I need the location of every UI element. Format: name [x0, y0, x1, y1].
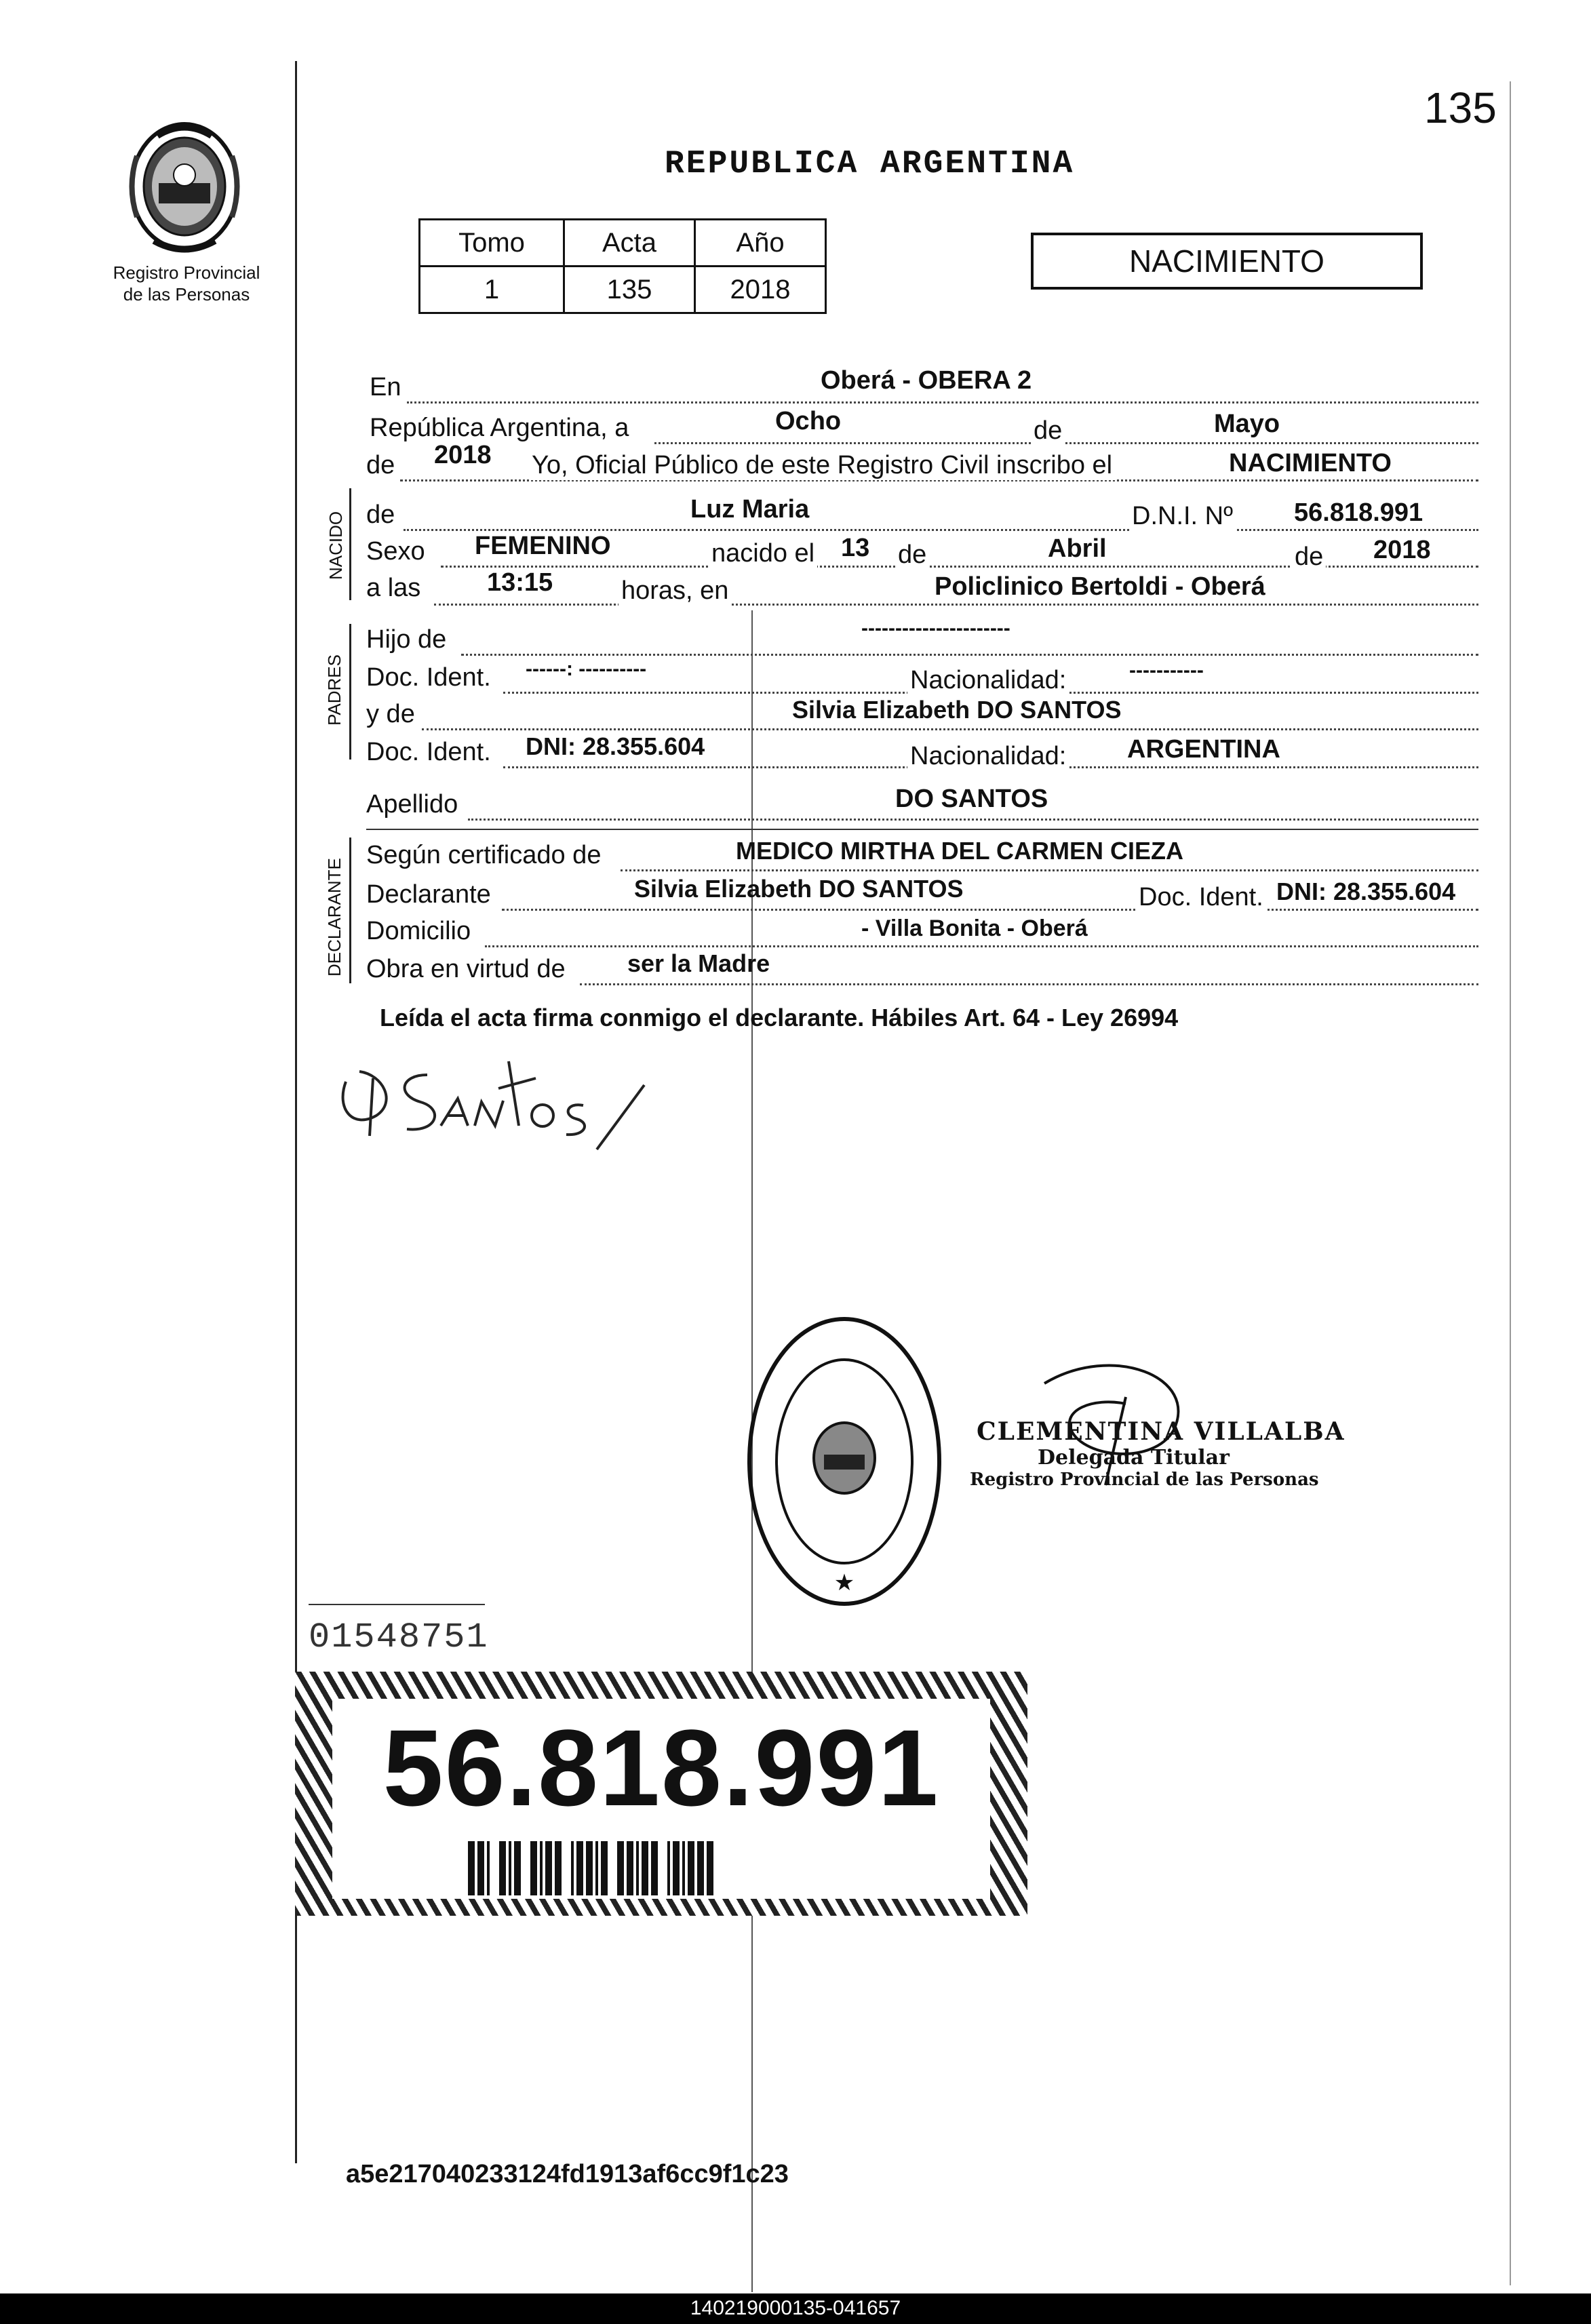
decl-doc-value: DNI: 28.355.604: [1276, 878, 1456, 905]
apellido-dots: [468, 819, 1478, 821]
a-las-dots: [434, 604, 1478, 606]
serial-number: 01548751: [309, 1617, 489, 1657]
mother-doc-value: DNI: 28.355.604: [526, 732, 705, 760]
svg-text:★: ★: [833, 1569, 855, 1596]
cert-value: MEDICO MIRTHA DEL CARMEN CIEZA: [736, 837, 1183, 865]
decl-dots: [502, 909, 1478, 911]
birth-de-label2: de: [1292, 543, 1326, 572]
header-anio: Año: [695, 220, 826, 267]
day-value: Ocho: [775, 407, 842, 435]
y-de-label: y de: [366, 700, 415, 728]
mother-doc-label: Doc. Ident.: [366, 738, 491, 766]
decl-value: Silvia Elizabeth DO SANTOS: [634, 875, 964, 903]
hijo-de-dots: [461, 654, 1478, 656]
dni-label: D.N.I. Nº: [1129, 502, 1236, 531]
official-signature-block: [970, 1417, 1346, 1490]
declarant-signature-icon: [326, 1048, 665, 1163]
page-number: 135: [1424, 83, 1497, 132]
padres-bracket: [349, 624, 351, 760]
header-tomo: Tomo: [420, 220, 564, 267]
dom-dots: [485, 945, 1478, 947]
birth-year-value: 2018: [1373, 536, 1431, 564]
firma-statement: Leída el acta firma conmigo el declarante. Hábiles Art. 64 - Ley 26994: [380, 1004, 1179, 1031]
dom-value: - Villa Bonita - Oberá: [861, 915, 1088, 941]
birth-de-label: de: [895, 540, 929, 570]
declarante-bracket: [349, 838, 351, 983]
document-hash: a5e217040233124fd1913af6cc9f1c23: [346, 2160, 789, 2188]
logo-caption-line1: Registro Provincial: [113, 262, 260, 283]
official-name: CLEMENTINA VILLALBA: [977, 1417, 1346, 1446]
dom-label: Domicilio: [366, 917, 471, 945]
official-signature-icon: [1031, 1356, 1207, 1492]
time-value: 13:15: [487, 568, 553, 597]
nacido-de-label: de: [366, 500, 395, 529]
record-type-box: NACIMIENTO: [1031, 233, 1423, 290]
birth-day-value: 13: [841, 534, 870, 562]
y-de-dots: [422, 728, 1478, 730]
serial-rule: [309, 1604, 485, 1605]
record-table: [418, 218, 827, 314]
a-las-label: a las: [366, 574, 421, 602]
en-dots: [407, 401, 1478, 403]
id-plate-inner: [332, 1699, 990, 1899]
place-value: Policlinico Bertoldi - Oberá: [935, 572, 1265, 601]
obra-label: Obra en virtud de: [366, 955, 566, 983]
value-acta: 135: [564, 267, 695, 313]
decl-label: Declarante: [366, 880, 491, 909]
logo-caption: [102, 262, 271, 305]
republica-dots: [654, 442, 1478, 444]
record-table-value-row: [420, 267, 826, 313]
cert-dots: [621, 869, 1478, 871]
nacido-de-dots: [404, 529, 1478, 531]
id-number-big: 56.818.991: [382, 1707, 940, 1828]
year-de-label: de: [366, 451, 397, 480]
en-label: En: [370, 373, 401, 401]
father-value: ----------------------: [861, 617, 1010, 639]
father-nac-label: Nacionalidad:: [907, 666, 1069, 695]
horas-label: horas, en: [618, 576, 731, 606]
father-nac-value: -----------: [1129, 659, 1204, 682]
republica-label: República Argentina, a: [370, 414, 629, 442]
obra-value: ser la Madre: [627, 949, 770, 977]
value-tomo: 1: [420, 267, 564, 313]
inscribo-value: NACIMIENTO: [1229, 449, 1392, 477]
cert-label: Según certificado de: [366, 841, 602, 869]
mother-nac-label: Nacionalidad:: [907, 742, 1069, 771]
mother-value: Silvia Elizabeth DO SANTOS: [792, 696, 1122, 724]
footer-code: 140219000135-041657: [690, 2297, 901, 2319]
official-role: Delegada Titular: [1038, 1446, 1230, 1470]
apellido-value: DO SANTOS: [895, 785, 1048, 813]
document-title: REPUBLICA ARGENTINA: [665, 146, 1075, 182]
nacido-bracket: [349, 488, 351, 600]
official-org: Registro Provincial de las Personas: [970, 1470, 1319, 1490]
en-value: Oberá - OBERA 2: [821, 366, 1032, 395]
father-doc-value: ------: ----------: [526, 658, 647, 680]
dni-value: 56.818.991: [1294, 498, 1423, 527]
birth-month-value: Abril: [1048, 534, 1107, 563]
registry-logo: [102, 115, 271, 305]
declarante-side-label: DECLARANTE: [324, 858, 345, 977]
header-acta: Acta: [564, 220, 695, 267]
sexo-value: FEMENINO: [475, 532, 611, 560]
nacido-el-label: nacido el: [709, 539, 817, 568]
nacido-side-label: NACIDO: [326, 511, 346, 580]
month-value: Mayo: [1214, 410, 1280, 438]
apellido-underline: [366, 829, 1478, 830]
mother-nac-value: ARGENTINA: [1127, 735, 1280, 764]
obra-dots: [580, 983, 1478, 985]
padres-side-label: PADRES: [324, 654, 345, 726]
official-stamp-icon: [743, 1312, 946, 1611]
apellido-label: Apellido: [366, 790, 458, 819]
father-doc-label: Doc. Ident.: [366, 663, 491, 692]
id-number-plate: [295, 1672, 1027, 1916]
right-margin-line: [1510, 81, 1511, 2285]
name-value: Luz Maria: [690, 495, 810, 524]
barcode-icon: [468, 1841, 888, 1895]
logo-caption-line2: de las Personas: [123, 284, 250, 304]
sexo-label: Sexo: [366, 537, 425, 566]
year-value: 2018: [434, 441, 492, 469]
decl-doc-label: Doc. Ident.: [1136, 883, 1266, 912]
misiones-seal-icon: [117, 115, 252, 258]
value-anio: 2018: [695, 267, 826, 313]
hijo-de-label: Hijo de: [366, 625, 447, 654]
oficial-text: Yo, Oficial Público de este Registro Civil inscribo el: [529, 451, 1115, 480]
republica-de-label: de: [1031, 416, 1065, 446]
record-table-header-row: [420, 220, 826, 267]
